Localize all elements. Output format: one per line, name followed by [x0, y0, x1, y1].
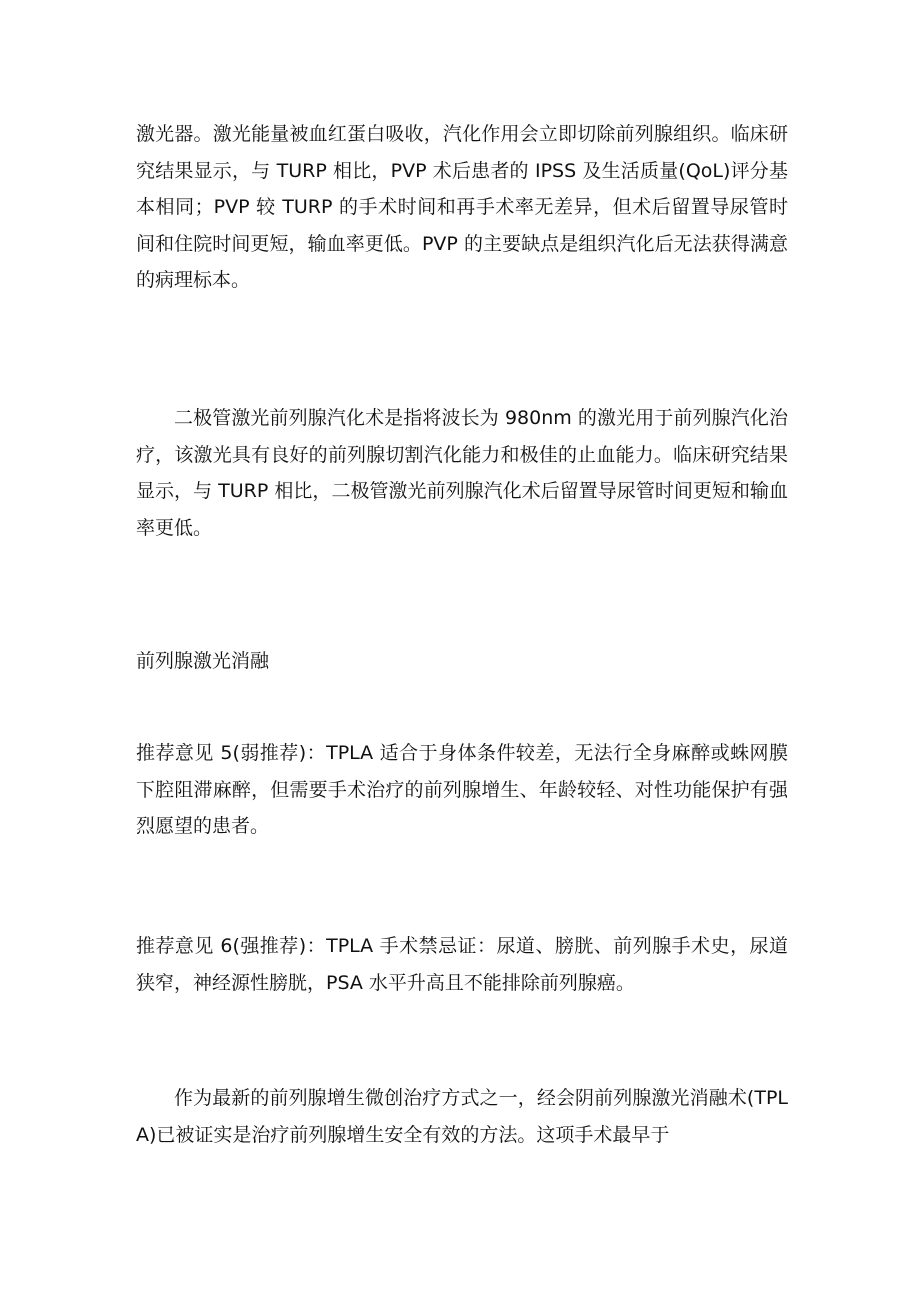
paragraph-tpla-intro: 作为最新的前列腺增生微创治疗方式之一，经会阴前列腺激光消融术(TPLA)已被证实是治疗前列腺增生安全有效的方法。这项手术最早于: [136, 1087, 788, 1146]
section-heading-laser-ablation: 前列腺激光消融: [136, 650, 270, 672]
recommendation-5: 推荐意见 5(弱推荐)：TPLA 适合于身体条件较差，无法行全身麻醉或蛛网膜下腔阻滞麻醉，但需要手术治疗的前列腺增生、年龄较轻、对性功能保护有强烈愿望的患者。: [136, 742, 788, 837]
paragraph-pvp-results: 激光器。激光能量被血红蛋白吸收，汽化作用会立即切除前列腺组织。临床研究结果显示，与 TURP 相比，PVP 术后患者的 IPSS 及生活质量(QoL)评分基本相同；PVP 较 TURP 的手术时间和再手术率无差异，但术后留置导尿管时间和住院时间更短，输血率更低。PVP 的主要缺点是组织汽化后无法获得满意的病理标本。: [136, 123, 788, 291]
recommendation-6: 推荐意见 6(强推荐)：TPLA 手术禁忌证：尿道、膀胱、前列腺手术史，尿道狭窄，神经源性膀胱，PSA 水平升高且不能排除前列腺癌。: [136, 935, 788, 994]
paragraph-diode-laser: 二极管激光前列腺汽化术是指将波长为 980nm 的激光用于前列腺汽化治疗，该激光具有良好的前列腺切割汽化能力和极佳的止血能力。临床研究结果显示，与 TURP 相比，二极管激光前列腺汽化术后留置导尿管时间更短和输血率更低。: [136, 407, 788, 539]
